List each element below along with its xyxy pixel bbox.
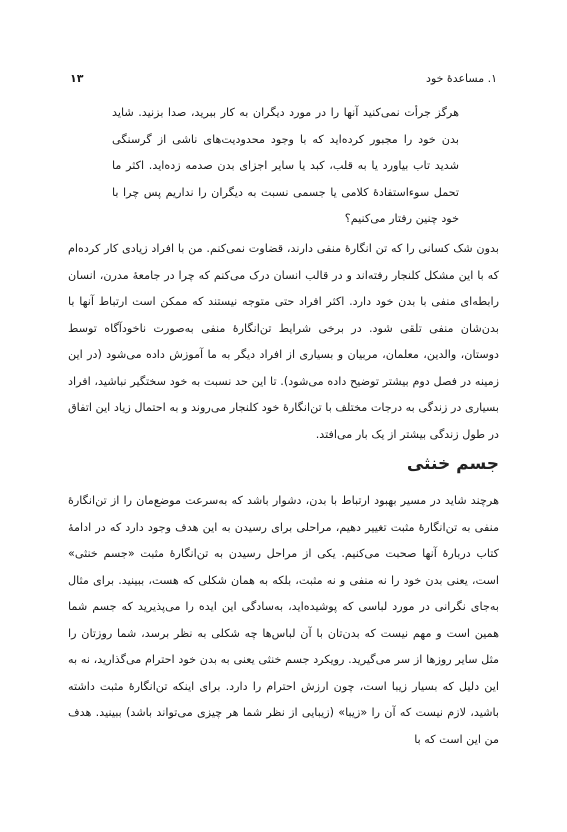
page-header xyxy=(70,72,497,92)
body-paragraph-1: بدون شک کسانی را که تن انگارهٔ منفی دارند، قضاوت نمی‌کنم. من با افراد زیادی کار کرده‌ام که با این مشکل کلنجار رفته‌اند و در قالب انسان درک می‌کنم که چرا در جامعهٔ مدرن، انسان رابطه‌ای منفی با بدن خود دارد. اکثر افراد حتی متوجه نیستند که ممکن است ارتباط آنها با بدن‌شان منفی تلقی شود. در برخی شرایط تن‌انگارهٔ منفی به‌صورت ناخودآگاه توسط دوستان، والدین، معلمان، مربیان و بسیاری از افراد دیگر به ما آموزش داده می‌شود (در این زمینه در فصل دوم بیشتر توضیح داده می‌شود). تا این حد نسبت به خود سختگیر نباشید، افراد بسیاری در زندگی به درجات مختلف با تن‌انگارهٔ خود کلنجار می‌روند و به احتمال زیاد این اتفاق در طول زندگی بیشتر از یک بار می‌افتد. xyxy=(68,242,499,441)
indented-quote-paragraph: هرگز جرأت نمی‌کنید آنها را در مورد دیگران به کار ببرید، صدا بزنید. شاید بدن خود را مجبور کرده‌اید که با وجود محدودیت‌های ناشی از گرسنگی شدید تاب بیاورد یا به قلب، کبد یا سایر اجزای بدن صدمه زده‌اید. اکثر ما تحمل سوءاستفادهٔ کلامی یا جسمی نسبت به دیگران را نداریم پس چرا با خود چنین رفتار می‌کنیم؟ xyxy=(112,106,459,225)
body-paragraph-2: هرچند شاید در مسیر بهبود ارتباط با بدن، دشوار باشد که به‌سرعت موضع‌مان را از تن‌انگارهٔ منفی به تن‌انگارهٔ مثبت تغییر دهیم، مراحلی برای رسیدن به این هدف وجود دارد که در ادامهٔ کتاب دربارهٔ آنها صحبت می‌کنیم. یکی از مراحل رسیدن به تن‌انگارهٔ مثبت «جسم خنثی» است، یعنی بدن خود را نه منفی و نه مثبت، بلکه به همان شکلی که هست، ببینید. برای مثال به‌جای نگرانی در مورد لباسی که پوشیده‌اید، به‌سادگی این ایده را می‌پذیرید که جسم شما همین است و مهم نیست که بدن‌تان با آن لباس‌ها چه شکلی به نظر برسد، شما روزتان را مثل سایر روزها از سر می‌گیرید. رویکرد جسم خنثی یعنی به بدن خود احترام می‌گذارید، نه به این دلیل که بسیار زیبا است، چون ارزش احترام را دارد. برای اینکه تن‌انگارهٔ مثبت داشته باشید، لازم نیست که آن را «زیبا» (زیبایی از نظر شما هر چیزی می‌تواند باشد) ببینید. هدف من این است که با xyxy=(68,494,499,746)
section-heading: جسم خنثی xyxy=(406,454,499,474)
running-chapter-title: ۱. مساعدهٔ خود xyxy=(426,72,497,85)
page-number: ۱۳ xyxy=(70,72,84,85)
